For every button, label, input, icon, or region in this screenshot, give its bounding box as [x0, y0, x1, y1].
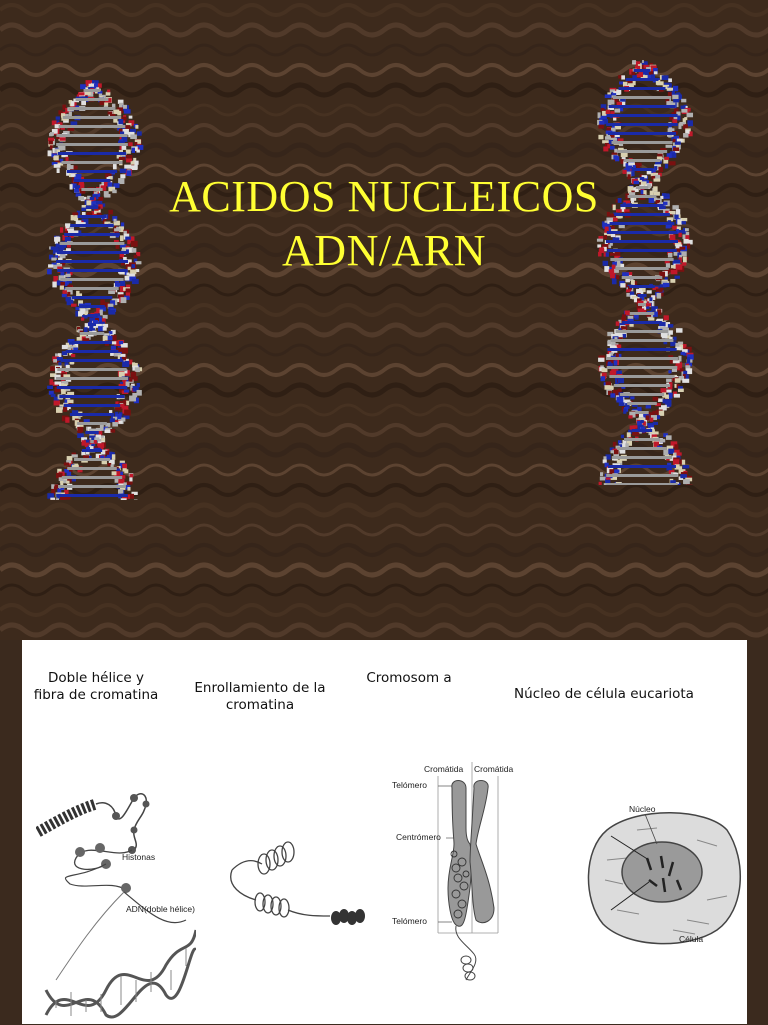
eukaryotic-cell-illustration	[577, 800, 747, 950]
slide-title-line-1: ACIDOS NUCLEICOS	[0, 174, 768, 220]
slide-title-line-2: ADN/ARN	[0, 228, 768, 274]
double-helix-chromatin-illustration	[36, 780, 196, 1025]
caption-double-helix: Doble hélice y fibra de cromatina	[32, 670, 160, 704]
caption-chromatin-coiling: Enrollamiento de la cromatina	[190, 680, 330, 714]
label-histonas: Histonas	[122, 852, 155, 862]
chromosome-illustration	[362, 758, 522, 983]
label-cromatida-left: Cromátida	[424, 764, 463, 774]
label-adn-doble-helice: ADN(doble hélice)	[126, 904, 195, 914]
label-telomero-top: Telómero	[392, 780, 427, 790]
label-celula: Célula	[679, 934, 703, 944]
caption-eukaryotic-nucleus: Núcleo de célula eucariota	[474, 686, 734, 703]
label-centromero: Centrómero	[396, 832, 441, 842]
label-cromatida-right: Cromátida	[474, 764, 513, 774]
label-telomero-bottom: Telómero	[392, 916, 427, 926]
caption-chromosome: Cromosom a	[352, 670, 466, 687]
dna-helix-left-image	[30, 80, 155, 500]
chromatin-figure-panel	[22, 640, 747, 1024]
label-nucleo: Núcleo	[629, 804, 656, 814]
chromatin-coiling-illustration	[222, 830, 372, 940]
